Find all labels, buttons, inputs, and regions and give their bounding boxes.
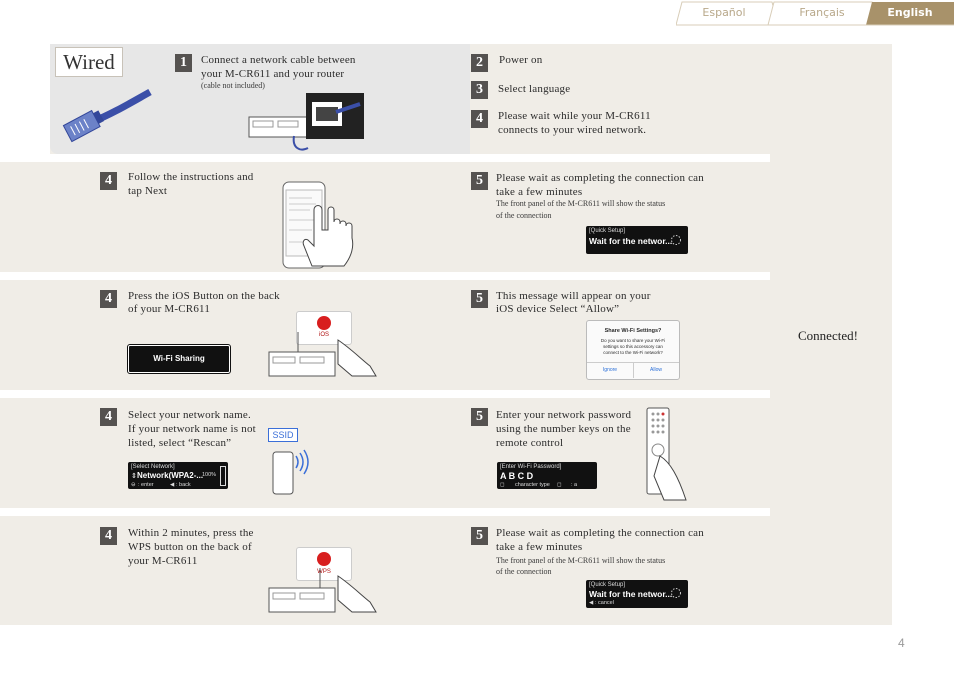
- dialog-title: Share Wi-Fi Settings?: [604, 328, 662, 334]
- lcd-title: [Select Network]: [131, 464, 175, 470]
- spinner-icon: [670, 234, 682, 246]
- spinner-icon: [670, 587, 682, 599]
- dialog-body-b: settings so this accessory can: [603, 344, 663, 349]
- row4-left-text-c: your M-CR611: [128, 555, 198, 567]
- row2-left-text-a: Press the iOS Button on the back: [128, 290, 280, 302]
- up-down-arrows-icon: ⇕: [131, 473, 137, 480]
- row2-left-badge: 4: [100, 290, 117, 308]
- row1-left-badge: 4: [100, 172, 117, 190]
- row4-right-text-a: Please wait as completing the connection can: [496, 527, 704, 539]
- lcd-quick-setup-2: [586, 580, 688, 608]
- dialog-ignore-button[interactable]: Ignore: [602, 367, 618, 373]
- remote-control-illustration: [644, 406, 690, 502]
- row4-right-text-b: take a few minutes: [496, 541, 583, 553]
- ios-red-button-icon: [317, 316, 331, 330]
- separator-2: [0, 272, 770, 280]
- row4-left-text-b: WPS button on the back of: [128, 541, 252, 553]
- section-title: Wired: [55, 47, 123, 77]
- wps-red-button-icon: [317, 552, 331, 566]
- separator-3: [0, 390, 770, 398]
- router-wifi-icon: [270, 440, 314, 496]
- dialog-allow-button[interactable]: Allow: [650, 367, 662, 373]
- lcd-back: : back: [176, 482, 191, 488]
- scrollbar[interactable]: [220, 466, 226, 486]
- row2-left-text-b: of your M-CR611: [128, 303, 211, 315]
- tab-francais[interactable]: Français: [799, 6, 845, 19]
- row3-left-badge: 4: [100, 408, 117, 426]
- row1-right-note-a: The front panel of the M-CR611 will show the status: [496, 199, 666, 208]
- page-number: 4: [898, 636, 905, 650]
- rear-panel-wps-illustration: [268, 568, 380, 618]
- tab-english[interactable]: English: [887, 6, 933, 19]
- row1-right-text-b: take a few minutes: [496, 186, 583, 198]
- phone-tap-illustration: [282, 180, 358, 272]
- lcd-main: Wait for the networ...: [589, 589, 673, 599]
- lcd-network-name: Network(WPA2-...: [137, 471, 204, 480]
- rear-panel-lan-illustration: [248, 92, 368, 154]
- row1-right-badge: 5: [471, 172, 488, 190]
- dialog-body-a: Do you want to share your Wi-Fi: [600, 338, 666, 343]
- lcd-signal-pct: 100%: [202, 472, 217, 478]
- rear-panel-press-illustration: [268, 330, 380, 380]
- row2-right-text-b: iOS device Select “Allow”: [496, 303, 620, 315]
- separator-4: [0, 508, 770, 516]
- lcd-title: [Quick Setup]: [589, 582, 626, 588]
- lcd-select-network: [128, 462, 228, 489]
- lcd-title: [Enter Wi-Fi Password]: [500, 464, 562, 470]
- step-3-text: Select language: [498, 83, 571, 95]
- wifi-sharing-button[interactable]: [128, 345, 230, 373]
- row3-left-text-b: If your network name is not: [128, 423, 256, 435]
- lcd-cancel: : cancel: [595, 600, 614, 606]
- row4-right-note-a: The front panel of the M-CR611 will show the status: [496, 556, 666, 565]
- lcd-title: [Quick Setup]: [589, 228, 626, 234]
- separator-1: [0, 154, 770, 162]
- row2-right-badge: 5: [471, 290, 488, 308]
- tab-espanol[interactable]: Español: [702, 6, 746, 19]
- back-icon: ◀: [589, 600, 594, 606]
- step-1-badge: 1: [175, 54, 192, 72]
- lcd-enter: : enter: [138, 482, 154, 488]
- row1-left-text-b: tap Next: [128, 185, 168, 197]
- wps-label: WPS: [317, 569, 331, 575]
- lcd-main: Wait for the networ...: [589, 236, 673, 246]
- step-1-text-a: Connect a network cable between: [201, 54, 356, 66]
- ios-label: iOS: [318, 332, 329, 338]
- step-4-badge: 4: [471, 110, 488, 128]
- dialog-body-c: connect to the Wi-Fi network?: [603, 350, 663, 355]
- row3-right-badge: 5: [471, 408, 488, 426]
- step-3-badge: 3: [471, 81, 488, 99]
- row3-left-text-c: listed, select “Rescan”: [128, 437, 232, 449]
- step-1-note: (cable not included): [201, 81, 265, 90]
- step-1-text-b: your M-CR611 and your router: [201, 68, 345, 80]
- row1-left-text-a: Follow the instructions and: [128, 171, 254, 183]
- row2-right-text-a: This message will appear on your: [496, 290, 651, 302]
- wifi-sharing-label: Wi-Fi Sharing: [153, 354, 205, 363]
- connected-text: Connected!: [798, 328, 858, 343]
- language-tabs: [676, 0, 954, 26]
- step-4-text-b: connects to your wired network.: [498, 124, 647, 136]
- ssid-label: SSID: [268, 428, 298, 442]
- network-cable-icon: [62, 84, 152, 144]
- row3-right-text-c: remote control: [496, 437, 564, 449]
- row4-left-badge: 4: [100, 527, 117, 545]
- row3-left-text-a: Select your network name.: [128, 409, 251, 421]
- enter-icon: ⊖: [131, 482, 136, 488]
- wired-corner: [0, 44, 50, 154]
- lcd-case: : a: [571, 482, 578, 488]
- character-key-icon: ◻: [500, 482, 505, 488]
- back-icon: ◀: [170, 482, 175, 488]
- step-2-badge: 2: [471, 54, 488, 72]
- row1-right-text-a: Please wait as completing the connection can: [496, 172, 704, 184]
- lcd-password: A B C D: [500, 471, 534, 481]
- lcd-quick-setup-1: [586, 226, 688, 254]
- row1-right-note-b: of the connection: [496, 211, 552, 220]
- lcd-enter-password: [497, 462, 597, 489]
- step-4-text-a: Please wait while your M-CR611: [498, 110, 651, 122]
- key-icon: ◻: [557, 482, 562, 488]
- share-wifi-dialog: [586, 320, 680, 380]
- row4-left-text-a: Within 2 minutes, press the: [128, 527, 254, 539]
- row3-right-text-b: using the number keys on the: [496, 423, 631, 435]
- lcd-character-type: character type: [515, 482, 550, 488]
- row4-right-note-b: of the connection: [496, 567, 552, 576]
- step-2-text: Power on: [499, 54, 543, 66]
- row4-right-badge: 5: [471, 527, 488, 545]
- row3-right-text-a: Enter your network password: [496, 409, 632, 421]
